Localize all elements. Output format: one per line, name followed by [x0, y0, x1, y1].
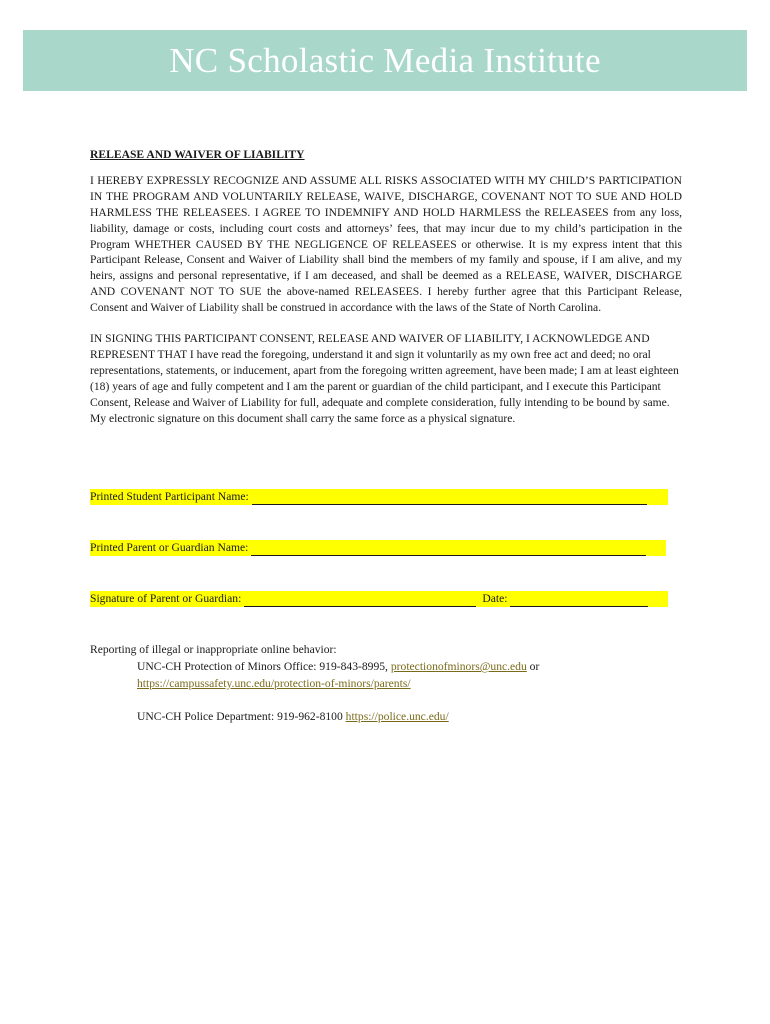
release-paragraph-1: I HEREBY EXPRESSLY RECOGNIZE AND ASSUME ALL RISKS ASSOCIATED WITH MY CHILD’S PARTICIPATION IN THE PROGRAM AND VOLUNTARILY RELEASE, WAIVE, DISCHARGE, COVENANT NOT TO SUE AND HOLD HARMLESS THE RELEASEES. I AGREE TO INDEMNIFY AND HOLD HARMLESS the RELEASEES from any loss, liability, damage or costs, including court costs and attorneys’ fees, that may incur due to my child’s participation in the Program WHETHER CAUSED BY THE NEGLIGENCE OF RELEASEES or otherwise. It is my express intent that this Participant Release, Consent and Waiver of Liability shall bind the members of my family and spouse, if I am alive, and my heirs, assigns and personal representative, if I am deceased, and shall be deemed as a RELEASE, WAIVER, DISCHARGE AND COVENANT NOT TO SUE the above-named RELEASEES. I hereby further agree that this Participant Release, Consent and Waiver of Liability shall be construed in accordance with the laws of the State of North Carolina. — [90, 173, 682, 315]
reporting-intro: Reporting of illegal or inappropriate online behavior: — [90, 643, 337, 656]
parent-name-field — [90, 540, 666, 556]
parent-name-label: Printed Parent or Guardian Name: — [90, 541, 249, 554]
or-text: or — [526, 660, 540, 673]
student-name-label: Printed Student Participant Name: — [90, 490, 249, 503]
signature-input[interactable] — [244, 594, 476, 607]
date-input[interactable] — [510, 594, 648, 607]
parent-name-input[interactable] — [251, 543, 646, 556]
signature-field — [90, 591, 668, 607]
student-name-field — [90, 489, 668, 505]
student-name-input[interactable] — [252, 492, 647, 505]
date-label: Date: — [482, 592, 508, 605]
minors-office-text: UNC-CH Protection of Minors Office: 919-843-8995, — [137, 660, 391, 673]
police-text: UNC-CH Police Department: 919-962-8100 — [137, 710, 346, 723]
spacer — [90, 692, 690, 708]
release-section — [90, 147, 682, 427]
section-heading: RELEASE AND WAIVER OF LIABILITY — [90, 148, 305, 161]
minors-office-line — [90, 658, 690, 675]
minors-url-link[interactable]: https://campussafety.unc.edu/protection-of-minors/parents/ — [137, 677, 411, 690]
page-title: NC Scholastic Media Institute — [169, 40, 601, 80]
reporting-section — [90, 641, 690, 725]
police-line — [90, 708, 690, 725]
release-paragraph-2: IN SIGNING THIS PARTICIPANT CONSENT, RELEASE AND WAIVER OF LIABILITY, I ACKNOWLEDGE AND REPRESENT THAT I have read the foregoing, understand it and sign it voluntarily as my own free act and deed; no oral representations, statements, or inducement, apart from the foregoing written agreement, have been made; I am at least eighteen (18) years of age and fully competent and I am the parent or guardian of the child participant, and I execute this Participant Consent, Release and Waiver of Liability for full, adequate and complete consideration, fully intending to be bound by same. My electronic signature on this document shall carry the same force as a physical signature. — [90, 332, 679, 425]
header-banner — [23, 30, 747, 91]
signature-label: Signature of Parent or Guardian: — [90, 592, 242, 605]
minors-email-link[interactable]: protectionofminors@unc.edu — [390, 660, 527, 673]
minors-url-line — [90, 675, 690, 692]
police-url-link[interactable]: https://police.unc.edu/ — [345, 710, 449, 723]
